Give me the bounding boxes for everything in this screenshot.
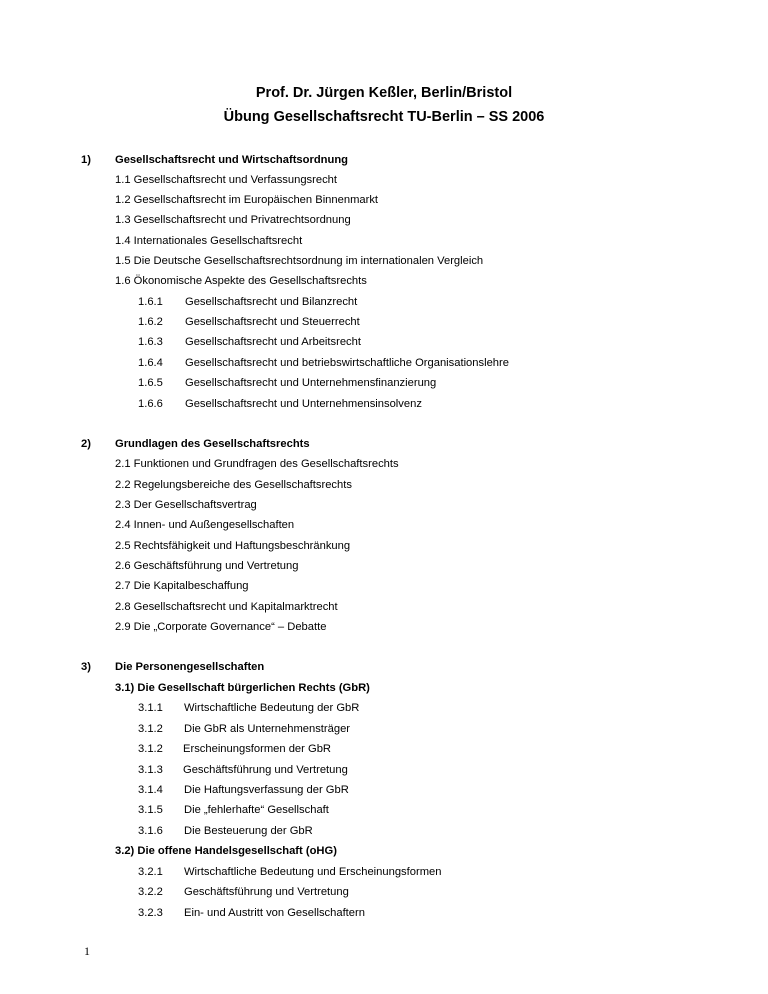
item-text: Gesellschaftsrecht und Unternehmensinsolvenz [185,398,422,410]
section-number: 2) [81,438,91,450]
item-text: 1.1 Gesellschaftsrecht und Verfassungsrecht [115,174,338,186]
item-text: 1.6 Ökonomische Aspekte des Gesellschaftsrechts [115,275,367,287]
item-number: 1.6.6 [138,398,163,410]
item-number: 1.6.2 [138,316,163,328]
item-number: 3.1.4 [138,784,163,796]
item-text: Die GbR als Unternehmensträger [184,723,351,735]
item-number: 1.6.3 [138,336,163,348]
item-number: 3.2.1 [138,866,163,878]
item-text: Wirtschaftliche Bedeutung der GbR [184,702,360,714]
item-text: Die Haftungsverfassung der GbR [184,784,349,796]
item-text: Gesellschaftsrecht und Bilanzrecht [185,296,358,308]
item-number: 1.6.1 [138,296,163,308]
section-title: Grundlagen des Gesellschaftsrechts [115,438,310,450]
item-text: 2.4 Innen- und Außengesellschaften [115,519,295,531]
item-text: Gesellschaftsrecht und Unternehmensfinanzierung [185,377,437,389]
item-number: 3.1.3 [138,764,163,776]
item-text: Ein- und Austritt von Gesellschaftern [184,907,365,919]
item-number: 3.1.6 [138,825,163,837]
section-title: Gesellschaftsrecht und Wirtschaftsordnung [115,154,349,166]
item-number: 3.1.2 [138,743,163,755]
item-text: 2.1 Funktionen und Grundfragen des Gesellschaftsrechts [115,458,399,470]
item-number: 3.1.5 [138,804,163,816]
page-number: 1 [84,944,90,958]
item-text: Die Besteuerung der GbR [184,825,313,837]
item-text: 1.4 Internationales Gesellschaftsrecht [115,235,303,247]
document-title-author: Prof. Dr. Jürgen Keßler, Berlin/Bristol [255,85,513,101]
item-text: 1.5 Die Deutsche Gesellschaftsrechtsordnung im internationalen Vergleich [115,255,484,267]
item-text: 2.7 Die Kapitalbeschaffung [115,580,249,592]
item-number: 1.6.4 [138,357,163,369]
item-text: 2.8 Gesellschaftsrecht und Kapitalmarktrecht [115,601,338,613]
item-text: Geschäftsführung und Vertretung [183,764,348,776]
item-text: Gesellschaftsrecht und betriebswirtschaftliche Organisationslehre [185,357,509,369]
item-number: 3.1.2 [138,723,163,735]
section-number: 3) [81,661,91,673]
section-number: 1) [81,154,91,166]
item-text: Gesellschaftsrecht und Steuerrecht [185,316,360,328]
item-text: Geschäftsführung und Vertretung [184,886,349,898]
item-number: 3.1.1 [138,702,163,714]
item-text: 1.2 Gesellschaftsrecht im Europäischen Binnenmarkt [115,194,379,206]
item-text: 1.3 Gesellschaftsrecht und Privatrechtsordnung [115,214,351,226]
subsection-title: 3.1) Die Gesellschaft bürgerlichen Rechts (GbR) [115,682,370,694]
document-title-course: Übung Gesellschaftsrecht TU-Berlin – SS 2006 [223,109,545,125]
item-text: 2.5 Rechtsfähigkeit und Haftungsbeschränkung [115,540,351,552]
item-text: 2.2 Regelungsbereiche des Gesellschaftsrechts [115,479,352,491]
item-number: 1.6.5 [138,377,163,389]
item-text: 2.3 Der Gesellschaftsvertrag [115,499,257,511]
subsection-title: 3.2) Die offene Handelsgesellschaft (oHG) [115,845,337,857]
item-text: Gesellschaftsrecht und Arbeitsrecht [185,336,361,348]
section-title: Die Personengesellschaften [115,661,265,673]
item-text: 2.9 Die „Corporate Governance“ – Debatte [115,621,327,633]
item-text: 2.6 Geschäftsführung und Vertretung [115,560,299,572]
item-number: 3.2.3 [138,907,163,919]
item-text: Die „fehlerhafte“ Gesellschaft [184,804,329,816]
item-text: Wirtschaftliche Bedeutung und Erscheinungsformen [184,866,442,878]
item-text: Erscheinungsformen der GbR [183,743,331,755]
item-number: 3.2.2 [138,886,163,898]
